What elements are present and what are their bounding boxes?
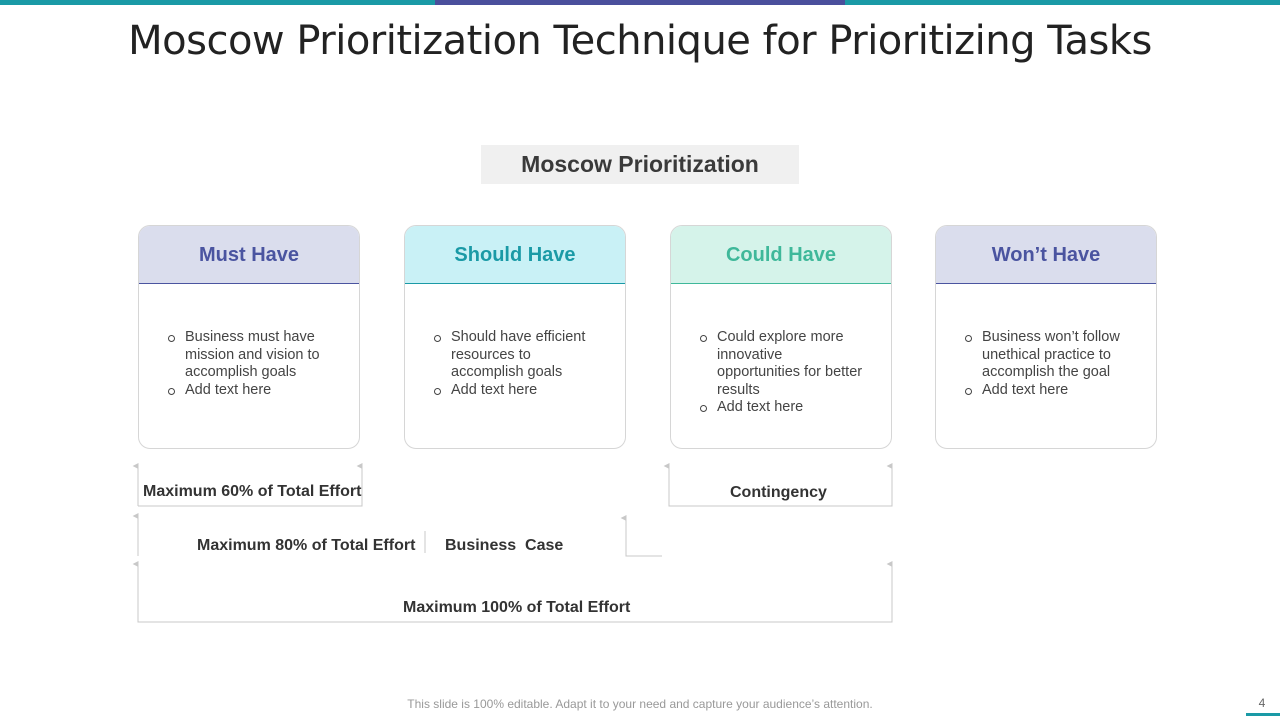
card-heading: Should Have	[405, 226, 625, 284]
list-item: Add text here	[433, 382, 603, 400]
list-item: Add text here	[699, 399, 869, 417]
bracket-business-case	[626, 518, 662, 556]
list-item: Could explore more innovative opportunities for better results	[699, 329, 869, 399]
label-max-80: Maximum 80% of Total Effort	[197, 537, 416, 554]
label-max-60: Maximum 60% of Total Effort	[143, 483, 362, 500]
list-item: Business won’t follow unethical practice to accomplish the goal	[964, 329, 1134, 382]
list-item: Add text here	[964, 382, 1134, 400]
card-heading: Could Have	[671, 226, 891, 284]
list-item: Business must have mission and vision to accomplish goals	[167, 329, 337, 382]
label-business-case: Business Case	[445, 537, 564, 554]
section-label: Moscow Prioritization	[481, 145, 799, 184]
card-heading: Won’t Have	[936, 226, 1156, 284]
label-contingency: Contingency	[730, 484, 827, 501]
page-number-underline	[1246, 713, 1280, 716]
page-number: 4	[1258, 696, 1266, 710]
list-item: Should have efficient resources to accomplish goals	[433, 329, 603, 382]
list-item: Add text here	[167, 382, 337, 400]
card-heading: Must Have	[139, 226, 359, 284]
page-title: Moscow Prioritization Technique for Prioritizing Tasks	[128, 18, 1152, 64]
label-max-100: Maximum 100% of Total Effort	[403, 599, 631, 616]
footer-note: This slide is 100% editable. Adapt it to your need and capture your audience’s attention.	[407, 697, 873, 711]
